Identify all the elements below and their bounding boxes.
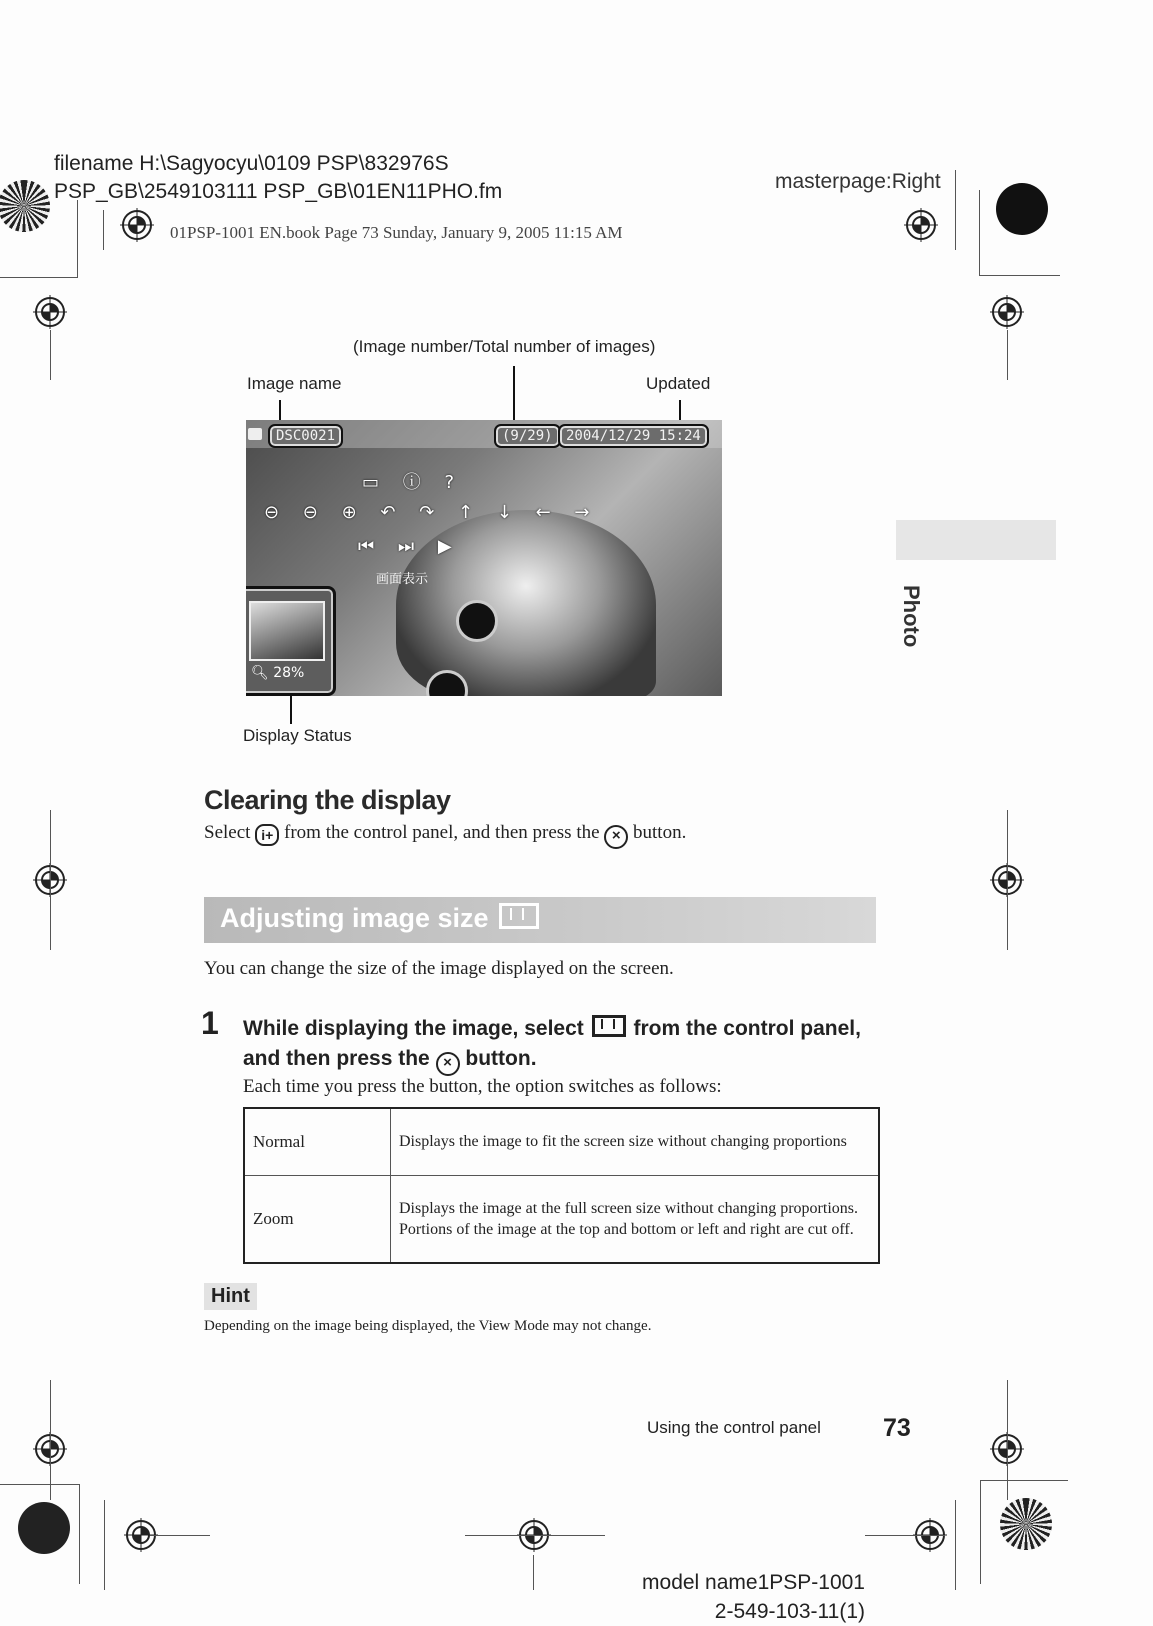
crosshair-icon xyxy=(120,208,154,242)
page-number: 73 xyxy=(883,1414,911,1442)
step-instruction xyxy=(243,1014,883,1076)
hint-text: Depending on the image being displayed, the View Mode may not change. xyxy=(204,1318,652,1334)
clearing-text-middle: from the control panel, and then press the xyxy=(284,822,600,843)
magnifier-icon: 🔍︎ xyxy=(251,665,269,681)
crop-line xyxy=(980,275,1060,276)
status-thumbnail xyxy=(249,601,325,661)
crop-line xyxy=(980,1480,1068,1481)
camera-icon xyxy=(248,428,262,440)
control-row-zoom-rotate[interactable]: ⊖ ⊖ ⊕ ↶ ↷ ↑ ↓ ← → xyxy=(264,502,599,523)
crop-line xyxy=(865,1535,945,1536)
filename-line-2: PSP_GB\2549103111 PSP_GB\01EN11PHO.fm xyxy=(54,180,503,203)
adjusting-intro: You can change the size of the image displayed on the screen. xyxy=(204,958,674,979)
hint-label: Hint xyxy=(204,1283,257,1310)
crop-line xyxy=(979,190,980,276)
label-image-name: Image name xyxy=(247,374,342,393)
model-line-1: model name1PSP-1001 xyxy=(642,1571,865,1594)
cat-eye xyxy=(456,600,498,642)
crosshair-icon xyxy=(904,208,938,242)
registration-rosette-bottom-right xyxy=(1000,1498,1052,1550)
table-row xyxy=(244,1108,879,1175)
section-title xyxy=(220,903,539,934)
image-name-pill: DSC0021 xyxy=(268,424,343,448)
step-part-1: While displaying the image, select xyxy=(243,1017,584,1040)
crop-line xyxy=(50,1380,51,1500)
option-desc: Displays the image to fit the screen size without changing proportions xyxy=(391,1108,880,1175)
timestamp-pill: 2004/12/29 15:24 xyxy=(558,424,709,448)
step-detail: Each time you press the button, the option switches as follows: xyxy=(243,1076,722,1097)
registration-rosette-bottom-left xyxy=(18,1502,70,1554)
crop-line xyxy=(1007,330,1008,380)
step-part-2: from the control panel, and then press the xyxy=(243,1017,861,1070)
display-status-box xyxy=(246,586,336,696)
crop-line xyxy=(50,330,51,380)
footer-section-title: Using the control panel xyxy=(647,1418,821,1437)
crop-line xyxy=(980,1480,981,1584)
crop-line xyxy=(50,810,51,950)
label-updated: Updated xyxy=(646,374,711,393)
info-plus-icon: i+ xyxy=(255,824,279,846)
section-title-text: Adjusting image size xyxy=(220,903,489,933)
print-book-info: 01PSP-1001 EN.book Page 73 Sunday, January 9, 2005 11:15 AM xyxy=(170,223,623,242)
option-name: Zoom xyxy=(244,1175,391,1263)
crop-line xyxy=(0,1484,80,1485)
step-part-3: button. xyxy=(465,1047,537,1070)
chapter-tab xyxy=(896,520,1056,560)
model-line-2: 2-549-103-11(1) xyxy=(714,1600,865,1623)
cat-eye xyxy=(426,670,468,696)
crop-line xyxy=(955,1500,956,1590)
step-number: 1 xyxy=(201,1005,219,1041)
psp-screenshot xyxy=(246,420,722,696)
crop-line xyxy=(150,1535,210,1536)
callout-line xyxy=(513,366,515,426)
clearing-heading: Clearing the display xyxy=(204,785,451,815)
option-desc: Displays the image at the full screen size without changing proportions. Portions of the image at the top and bottom or left and right are cut off. xyxy=(391,1175,880,1263)
crop-line xyxy=(0,277,78,278)
cross-button-icon: × xyxy=(604,825,628,849)
label-display-status: Display Status xyxy=(243,726,352,745)
clearing-text-after: button. xyxy=(633,822,687,843)
crop-line xyxy=(533,1555,534,1590)
clearing-text xyxy=(204,822,686,849)
table-row xyxy=(244,1175,879,1263)
zoom-level xyxy=(251,665,304,681)
clearing-text-before: Select xyxy=(204,822,251,843)
crop-line xyxy=(77,200,78,278)
registration-rosette-top-right xyxy=(996,183,1048,235)
crop-line xyxy=(103,210,104,250)
view-mode-icon xyxy=(592,1015,626,1037)
crosshair-icon xyxy=(33,295,67,329)
registration-rosette-top-left xyxy=(0,180,50,232)
crop-line xyxy=(465,1535,605,1536)
model-info xyxy=(620,1568,865,1626)
view-mode-icon xyxy=(499,903,539,929)
image-count-pill: (9/29) xyxy=(494,424,561,448)
crop-line xyxy=(955,170,956,250)
control-row-view[interactable]: ▭ ⓘ ? xyxy=(362,472,464,493)
filename-line-1: filename H:\Sagyocyu\0109 PSP\832976S xyxy=(54,152,449,175)
crosshair-icon xyxy=(990,295,1024,329)
cross-button-icon: × xyxy=(436,1052,460,1076)
crop-line xyxy=(79,1484,80,1584)
zoom-value: 28% xyxy=(273,665,305,681)
print-filename xyxy=(54,150,502,206)
view-mode-table xyxy=(243,1107,880,1264)
crop-line xyxy=(104,1500,105,1590)
screen-caption-jp: 画面表示 xyxy=(376,572,429,587)
section-band xyxy=(204,897,876,943)
chapter-label: Photo xyxy=(899,585,924,648)
print-masterpage: masterpage:Right xyxy=(775,170,941,193)
option-name: Normal xyxy=(244,1108,391,1175)
control-row-playback[interactable]: ⏮ ⏭ ▶ xyxy=(358,536,461,557)
crop-line xyxy=(1007,810,1008,950)
crop-line xyxy=(1007,1380,1008,1500)
label-image-number: (Image number/Total number of images) xyxy=(353,337,656,356)
